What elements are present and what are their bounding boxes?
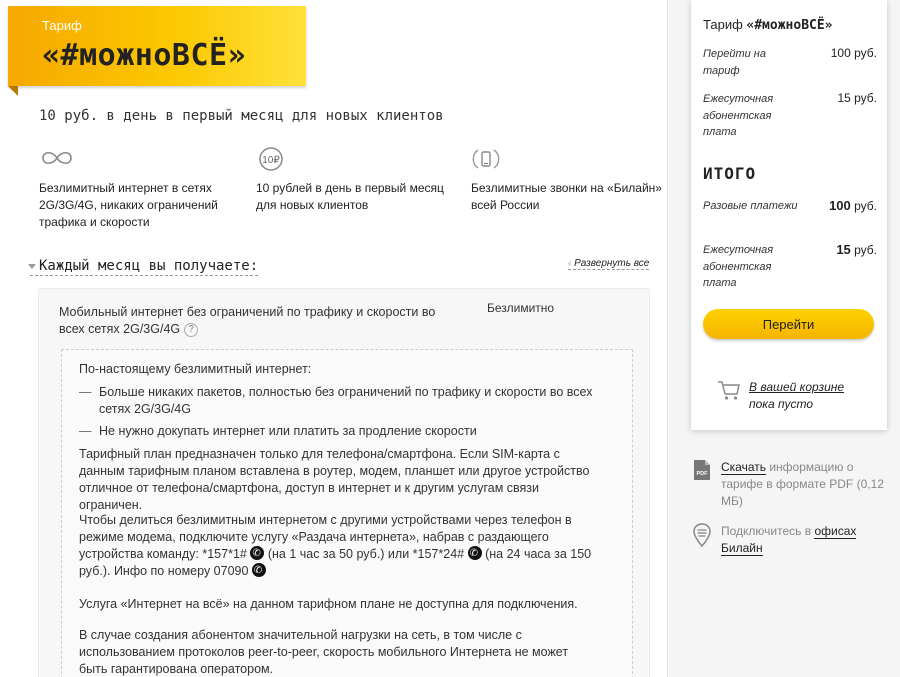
feature-calls (471, 146, 681, 214)
pdf-icon (693, 459, 711, 486)
pdf-download-link[interactable]: Скачать (721, 460, 766, 474)
expand-all-link[interactable]: ‹ Развернуть все (568, 258, 649, 270)
paragraph-text: (на 24 часа за 150 руб.). Инфо по номеру 07090 (79, 547, 592, 578)
paragraph-tethering (79, 512, 599, 580)
location-pin-icon (693, 523, 711, 552)
flag-fold (8, 86, 18, 96)
summary-label: Ежесуточная абонентская плата (703, 93, 774, 138)
section-toggle-monthly[interactable] (30, 258, 258, 276)
feature-text: Безлимитный интернет в сетях 2G/3G/4G, никаких ограничений трафика и скорости (39, 181, 218, 229)
infinity-icon (39, 146, 249, 174)
section-title: Каждый месяц вы получаете: (39, 258, 259, 274)
summary-tariff-name: «#можноВСЁ» (746, 18, 833, 33)
summary-row-switch (703, 46, 877, 79)
summary-title-prefix: Тариф (703, 17, 743, 32)
summary-title (703, 17, 833, 33)
list-item-text: Не нужно докупать интернет или платить за продление скорости (99, 424, 477, 438)
svg-text:10₽: 10₽ (262, 155, 280, 166)
offices-text (721, 523, 891, 557)
phone-call-icon[interactable] (252, 563, 266, 577)
cart-status: пока пусто (749, 397, 814, 411)
summary-row-daily (703, 91, 877, 141)
phone-calls-icon (471, 146, 681, 174)
summary-unit: руб. (850, 199, 877, 213)
summary-label: Ежесуточная абонентская плата (703, 244, 774, 289)
paragraph-device-restriction: Тарифный план предназначен только для телефона/смартфона. Если SIM-карта с данным тарифным планом вставлена в роутер, модем, планшет или другое устройство отличное от телефона/смартфона, доступ в интернет и к другим услугам связи ограничен. (79, 447, 590, 512)
feature-text: Безлимитные звонки на «Билайн» всей России (471, 181, 662, 212)
dash-bullet: — (79, 424, 92, 438)
service-value: Безлимитно (487, 301, 555, 315)
paragraph-p2p: В случае создания абонентом значительной нагрузки на сеть, в том числе с использованием протоколов peer-to-peer, скорость мобильного Интернета не может быть гарантирована оператором. (79, 628, 569, 676)
tariff-header-flag (8, 6, 306, 86)
summary-amount: 100 (829, 198, 851, 213)
phone-call-icon[interactable] (468, 546, 482, 560)
list-item-text: Больше никаких пакетов, полностью без ограничений по трафику и скорости во всех сетях 2G/3G/4G (99, 385, 593, 416)
paragraph-text: Чтобы делиться безлимитным интернетом с другими устройствами через телефон в режиме модема, подключите услугу «Раздача интернета», набрав с раздающего устройства команду: *157*1# (79, 513, 572, 561)
svg-text:PDF: PDF (696, 471, 708, 477)
details-title: По-настоящему безлимитный интернет: (79, 362, 312, 376)
list-item (79, 423, 619, 440)
tariff-label: Тариф (42, 18, 82, 33)
service-details (61, 349, 633, 677)
summary-label: Разовые платежи (703, 200, 798, 212)
service-title (59, 304, 459, 338)
feature-price (256, 146, 466, 214)
paragraph-internet-everything: Услуга «Интернет на всё» на данном тарифном плане не доступна для подключения. (79, 597, 578, 611)
help-icon[interactable]: ? (184, 323, 198, 337)
tariff-name: «#можноВСЁ» (42, 38, 247, 73)
paragraph-text: (на 1 час за 50 руб.) или *157*24# (267, 547, 465, 561)
summary-amount: 15 (836, 242, 851, 257)
pdf-description: информацию о тарифе в формате PDF (0,12 МБ) (721, 460, 884, 508)
service-title-text: Мобильный интернет без ограничений по трафику и скорости во всех сетях 2G/3G/4G (59, 305, 436, 336)
summary-value: 100 руб. (830, 46, 877, 60)
cart-icon[interactable] (717, 379, 741, 406)
coin-10-icon (256, 146, 466, 174)
summary-row-onetime (703, 198, 877, 215)
phone-call-icon[interactable] (250, 546, 264, 560)
feature-unlimited-internet (39, 146, 249, 231)
summary-unit: руб. (850, 243, 877, 257)
cart-info (749, 379, 844, 413)
go-button[interactable]: Перейти (703, 309, 874, 339)
list-item (79, 384, 619, 418)
dash-bullet: — (79, 385, 92, 399)
summary-value (829, 198, 877, 213)
offices-prefix: Подключитесь в (721, 524, 815, 538)
tariff-subtitle: 10 руб. в день в первый месяц для новых клиентов (39, 108, 444, 124)
summary-value: 15 руб. (837, 91, 877, 105)
offices-link[interactable]: офисах Билайн (721, 524, 857, 555)
summary-panel (691, 0, 887, 430)
summary-total-title: ИТОГО (703, 164, 757, 183)
summary-value (836, 242, 877, 257)
summary-label: Перейти на тариф (703, 48, 766, 77)
feature-text: 10 рублей в день в первый месяц для новых клиентов (256, 181, 444, 212)
cart-link[interactable]: В вашей корзине (749, 380, 845, 394)
service-card (38, 288, 650, 677)
pdf-text (721, 459, 891, 510)
summary-row-daily-total (703, 242, 877, 292)
